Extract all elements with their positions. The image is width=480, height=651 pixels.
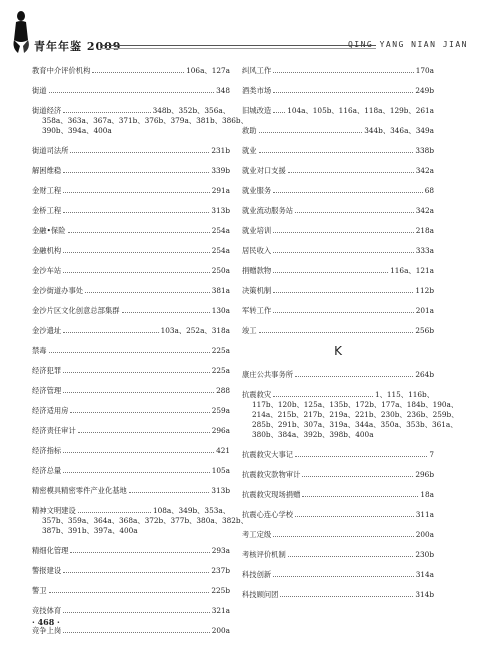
dot-leader [273,292,413,293]
index-entry [242,450,434,460]
page-references: 249b [415,86,434,95]
dot-leader [273,312,414,313]
index-entry [242,370,434,380]
index-entry-line [32,486,230,496]
dot-leader [295,456,427,457]
page-references: 200a [211,626,230,635]
page-references: 293a [211,546,230,555]
index-entry-line [32,186,230,196]
index-entry-line [32,426,230,436]
index-entry-line [32,446,230,456]
index-entry-line [242,286,434,296]
index-term: 就业流动服务站 [242,206,294,215]
index-term: 金沙片区文化创意总部集群 [32,306,120,315]
page-number: · 468 · [32,617,60,627]
index-entry-line [242,550,434,560]
page-references: 344b、346a、349a [364,126,434,135]
index-entry [32,446,230,456]
index-entry [242,326,434,336]
page-references: 225a [211,346,230,355]
page-references: 313b [211,486,230,495]
index-entry [32,246,230,256]
index-term: 就业 [242,146,257,155]
index-entry [32,426,230,436]
page-references: 237b [211,566,230,575]
index-entry-line [32,106,230,116]
dot-leader [302,476,413,477]
dot-leader [70,412,209,413]
right-index-column [242,66,459,610]
dot-leader [63,472,210,473]
page-references-continued: 387b、391b、397a、400a [42,526,138,535]
index-term: 抗震救灾 [242,390,272,399]
index-entry [32,206,230,216]
page-references: 381a [211,286,230,295]
page-references: 103a、252a、318a [160,326,230,335]
index-entry-line [242,470,434,480]
index-entry-line [242,66,434,76]
header-running-title: QING YANG NIAN JIAN [347,40,468,49]
index-entry [32,326,230,336]
page-references: 170a [415,66,434,75]
index-term: 经济犯罪 [32,366,62,375]
index-entry-line [32,346,230,356]
index-term: 金沙车站 [32,266,62,275]
index-entry [32,626,230,636]
index-entry-line [242,86,434,96]
index-entry-line [32,586,230,596]
index-term: 警报建设 [32,566,62,575]
dot-leader [92,72,184,73]
index-entry-line [32,226,230,236]
index-term: 经济指标 [32,446,62,455]
dot-leader [63,272,210,273]
page-references: 254a [211,226,230,235]
dot-leader [295,516,414,517]
index-term: 解困维稳 [32,166,62,175]
dot-leader [78,512,151,513]
index-entry [32,346,230,356]
page-references: 348b、352b、356a、 [152,106,230,115]
index-entry-line [32,606,230,616]
dot-leader [78,432,210,433]
dot-leader [273,192,423,193]
index-term: 街道经济 [32,106,62,115]
index-term: 决策机制 [242,286,272,295]
index-entry [32,506,248,536]
index-entry-line [32,66,230,76]
index-term: 救助 [242,126,257,135]
page-references: 130a [211,306,230,315]
index-term: 金桥工程 [32,206,62,215]
page-references: 339b [211,166,230,175]
left-index-column [32,66,248,646]
page-references: 200a [415,530,434,539]
index-entry-line [242,146,434,156]
index-entry [242,286,434,296]
dot-leader [63,632,210,633]
index-entry [242,206,434,216]
dot-leader [63,172,209,173]
page-references: 296b [415,470,434,479]
dot-leader [259,332,414,333]
page-references: 342a [415,206,434,215]
page-references: 314a [415,570,434,579]
index-entry-line [32,306,230,316]
page-references: 231b [211,146,230,155]
index-entry [32,266,230,276]
index-entry-line [242,530,434,540]
page-references-continued: 285b、291b、307a、319a、344a、350a、353b、361a、 [252,420,458,429]
index-entry [242,266,434,276]
index-entry [32,186,230,196]
page-references: 342a [415,166,434,175]
index-entry [32,486,230,496]
dot-leader [259,152,414,153]
page-references: 106a、127a [186,66,230,75]
index-entry [32,66,230,76]
dot-leader [273,536,414,537]
index-entry [32,226,230,236]
dot-leader [273,396,373,397]
index-entry [242,570,434,580]
index-term: 经济管理 [32,386,62,395]
index-term: 街道司法所 [32,146,69,155]
index-term: 纠风工作 [242,66,272,75]
index-term: 抗震心连心学校 [242,510,294,519]
index-entry-line [242,450,434,460]
index-entry-line [242,306,434,316]
index-term: 经济适用房 [32,406,69,415]
page-references: 296a [211,426,230,435]
index-entry-line [242,206,434,216]
header-rule-secondary [100,48,376,49]
index-entry [242,86,434,96]
index-entry-line [242,510,434,520]
index-term: 抗震救灾现场捐赠 [242,490,301,499]
index-entry-line [242,490,434,500]
dot-leader [68,232,210,233]
dot-leader [288,556,414,557]
index-entry [242,390,459,440]
index-entry-line [32,566,230,576]
dot-leader [63,212,209,213]
page-references: 256b [415,326,434,335]
index-term: 居民收入 [242,246,272,255]
index-term: 金财工程 [32,186,62,195]
dot-leader [63,192,210,193]
page-references: 225b [211,586,230,595]
index-entry-line [242,570,434,580]
index-term: 就业培训 [242,226,272,235]
index-term: 竣工 [242,326,257,335]
dot-leader [129,492,210,493]
dot-leader [63,372,210,373]
index-entry-line [32,146,230,156]
page-references: 348 [216,86,230,95]
page-references: 291a [211,186,230,195]
dot-leader [63,612,210,613]
index-term: 竞技体育 [32,606,62,615]
dot-leader [273,252,414,253]
index-term: 就业对口支援 [242,166,286,175]
index-entry-line [32,246,230,256]
index-entry [32,86,230,96]
index-entry [32,546,230,556]
index-entry-line [32,286,230,296]
dot-leader [63,572,209,573]
page-references: 7 [429,450,434,459]
page-references: 68 [424,186,434,195]
index-term: 禁毒 [32,346,47,355]
page-references: 254a [211,246,230,255]
dot-leader [295,376,413,377]
page-references: 112b [415,286,434,295]
index-term: 精密模具精密零件产业化基地 [32,486,127,495]
dot-leader [273,92,413,93]
index-entry [32,606,230,616]
index-entry [32,106,248,136]
index-entry [32,586,230,596]
index-entry [32,386,230,396]
index-entry [242,490,434,500]
index-entry-line [242,370,434,380]
header-rule [100,45,376,46]
page-references-continued: 390b、394a、400a [42,126,112,135]
index-entry-line [32,266,230,276]
index-term: 科技创新 [242,570,272,579]
page-references: 104a、105b、116a、118a、129b、261a [287,106,434,115]
page-references-continued: 357b、359a、364a、368a、372b、377b、380a、382b、 [42,516,248,525]
index-entry [242,470,434,480]
page-references: 338b [415,146,434,155]
index-term: 抗震救灾大事记 [242,450,294,459]
dot-leader [70,152,209,153]
index-term: 科技顾问团 [242,590,279,599]
index-term: 金融•保险 [32,226,66,235]
dot-leader [302,496,418,497]
yearbook-logo-icon [10,10,32,54]
index-entry-line [32,386,230,396]
index-entry-line [242,590,434,600]
index-entry [242,306,434,316]
page-references: 105a [211,466,230,475]
index-entry [242,246,434,256]
dot-leader [70,552,209,553]
page-references: 288 [216,386,230,395]
index-entry [32,366,230,376]
header-title: 青年年鉴 2009 [34,40,122,53]
page-references: 321a [211,606,230,615]
page-references: 314b [415,590,434,599]
index-entry-line [32,406,230,416]
dot-leader [63,112,150,113]
index-term: 精细化管理 [32,546,69,555]
index-entry-line [32,546,230,556]
index-entry [242,226,434,236]
dot-leader [63,392,214,393]
index-entry-line [242,390,434,400]
index-entry-line [242,226,434,236]
dot-leader [273,576,414,577]
dot-leader [63,252,210,253]
index-entry [32,406,230,416]
dot-leader [63,452,214,453]
index-entry-line [32,626,230,636]
index-term: 金沙遗址 [32,326,62,335]
page-references-continued: 358a、363a、367a、371b、376b、379a、381b、386b、 [42,116,248,125]
index-entry-line [32,326,230,336]
page-references-continued: 380b、384a、392b、398b、400a [252,430,374,439]
page-references-continued: 117b、120b、125a、135b、172b、177a、184b、190a、 [252,400,459,409]
index-entry [242,166,434,176]
index-term: 旧城改造 [242,106,272,115]
page-references: 333a [415,246,434,255]
dot-leader [49,92,214,93]
index-entry-line [32,466,230,476]
index-entry [32,306,230,316]
dot-leader [288,172,414,173]
index-entry [32,166,230,176]
index-entry-line [242,126,434,136]
page-references: 1、115、116b、 [374,390,434,399]
index-term: 就业服务 [242,186,272,195]
index-entry [32,566,230,576]
page-references: 250a [211,266,230,275]
index-term: 捐赠款物 [242,266,272,275]
index-entry-line [32,166,230,176]
index-entry-line [242,266,434,276]
index-entry-line [242,246,434,256]
index-entry-line [242,166,434,176]
index-term: 经济总量 [32,466,62,475]
dot-leader [273,112,285,113]
index-entry [32,466,230,476]
dot-leader [273,232,414,233]
page-references: 201a [415,306,434,315]
index-entry-line [242,186,434,196]
index-entry-line [32,506,230,516]
page-references-continued: 214a、215b、217b、219a、221b、230b、236b、259b、 [252,410,459,419]
index-term: 抗震救灾款物审计 [242,470,301,479]
index-entry [242,590,434,600]
index-term: 酒类市场 [242,86,272,95]
index-term: 军转工作 [242,306,272,315]
page-references: 313b [211,206,230,215]
index-term: 竞争上岗 [32,626,62,635]
index-term: 金融机构 [32,246,62,255]
index-entry [242,66,434,76]
index-entry [242,530,434,540]
dot-leader [295,212,414,213]
index-entry [242,186,434,196]
page-references: 18a [420,490,434,499]
index-entry [32,286,230,296]
page-header [0,0,480,60]
index-entry-line [242,326,434,336]
index-term: 金沙街道办事处 [32,286,84,295]
index-entry [242,510,434,520]
page-references: 218a [415,226,434,235]
section-letter: K [334,344,342,358]
index-entry [32,146,230,156]
index-entry-line [32,366,230,376]
index-entry [242,126,434,136]
page-references: 225a [211,366,230,375]
dot-leader [122,312,210,313]
dot-leader [49,352,210,353]
page-references: 108a、349b、353a、 [152,506,230,515]
dot-leader [280,596,413,597]
dot-leader [63,332,158,333]
index-term: 考工定级 [242,530,272,539]
index-term: 经济责任审计 [32,426,76,435]
index-term: 康庄公共事务所 [242,370,294,379]
dot-leader [85,292,210,293]
index-term: 教育中介评价机构 [32,66,91,75]
dot-leader [273,72,414,73]
index-entry [242,550,434,560]
page-references: 259a [211,406,230,415]
page-references: 421 [216,446,230,455]
index-term: 考核评价机制 [242,550,286,559]
index-term: 街道 [32,86,47,95]
index-entry-line [32,206,230,216]
index-entry-line [32,86,230,96]
page-references: 311a [415,510,434,519]
dot-leader [49,592,210,593]
index-entry [242,146,434,156]
dot-leader [273,272,388,273]
page-references: 264b [415,370,434,379]
page-references: 230b [415,550,434,559]
index-term: 警卫 [32,586,47,595]
page-references: 116a、121a [390,266,434,275]
index-entry-line [242,106,434,116]
dot-leader [259,132,363,133]
index-entry [242,106,434,116]
index-term: 精神文明建设 [32,506,76,515]
